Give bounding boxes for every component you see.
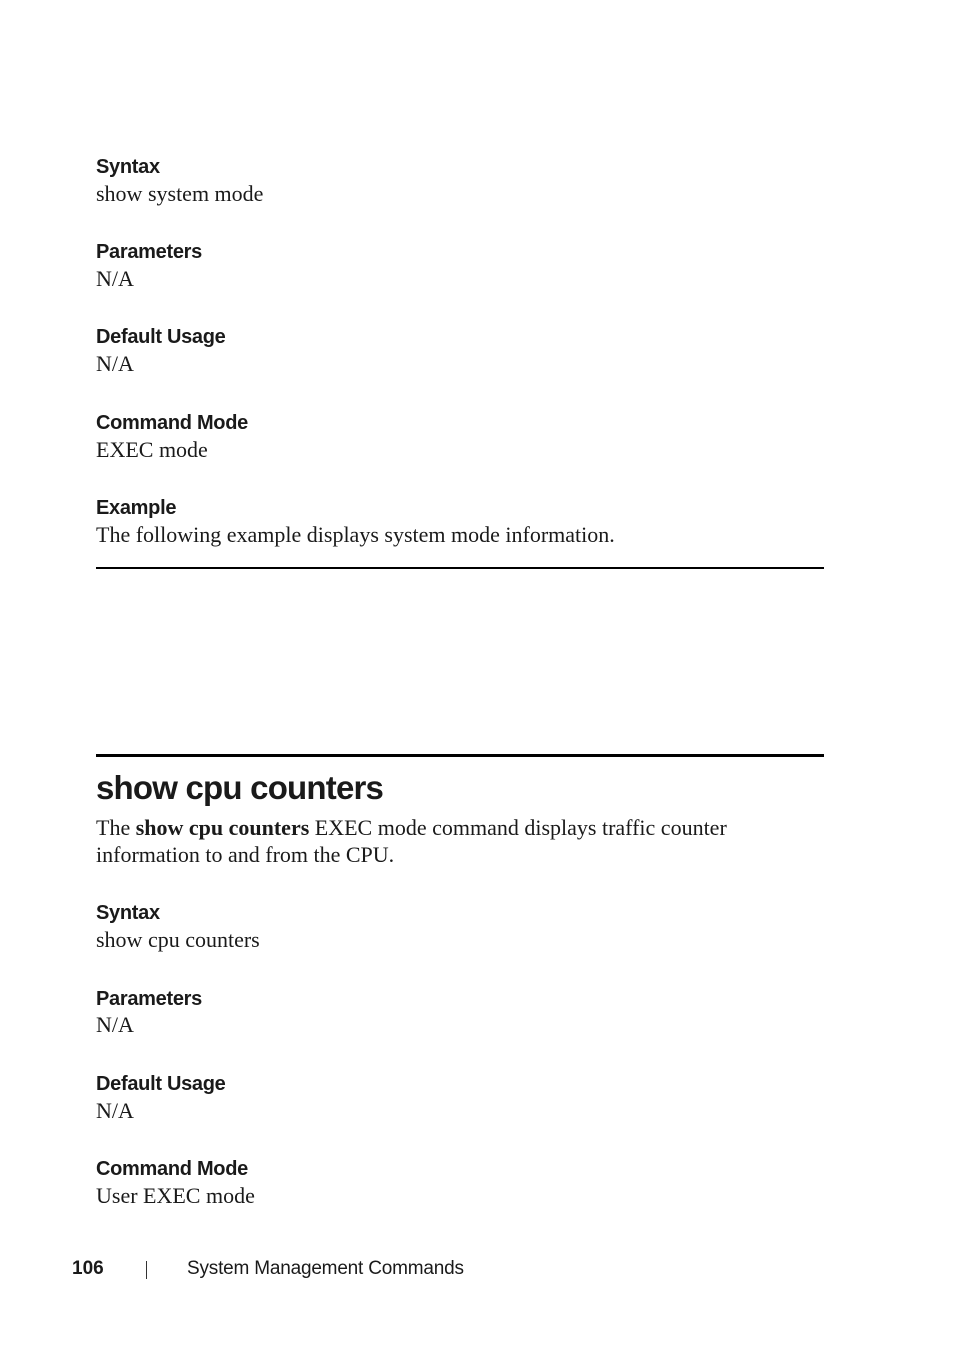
syntax-heading: Syntax: [96, 156, 160, 178]
cpu-parameters-heading: Parameters: [96, 988, 202, 1010]
cpu-default-usage-heading: Default Usage: [96, 1073, 226, 1095]
cpu-command-mode-text: User EXEC mode: [96, 1183, 255, 1208]
cpu-command-mode-heading: Command Mode: [96, 1158, 248, 1180]
description-command: show cpu counters: [135, 815, 310, 840]
chapter-title: System Management Commands: [187, 1258, 464, 1279]
example-text: The following example displays system mode information.: [96, 522, 615, 547]
example-heading: Example: [96, 497, 177, 519]
cpu-parameters-text: N/A: [96, 1012, 134, 1037]
footer-separator: [146, 1261, 147, 1279]
cpu-syntax-heading: Syntax: [96, 902, 160, 924]
cpu-syntax-text: show cpu counters: [96, 927, 260, 952]
parameters-heading: Parameters: [96, 241, 202, 263]
command-mode-text: EXEC mode: [96, 437, 208, 462]
page-number: 106: [72, 1258, 104, 1279]
section-description: [96, 814, 796, 868]
section-title: show cpu counters: [96, 769, 384, 806]
description-suffix: EXEC mode command displays traffic counter information to and from the CPU.: [96, 815, 727, 867]
description-prefix: The: [96, 815, 136, 840]
default-usage-heading: Default Usage: [96, 326, 226, 348]
section-divider: [96, 754, 824, 757]
cpu-default-usage-text: N/A: [96, 1098, 134, 1123]
example-divider: [96, 567, 824, 569]
default-usage-text: N/A: [96, 351, 134, 376]
command-mode-heading: Command Mode: [96, 412, 248, 434]
syntax-text: show system mode: [96, 181, 264, 206]
parameters-text: N/A: [96, 266, 134, 291]
